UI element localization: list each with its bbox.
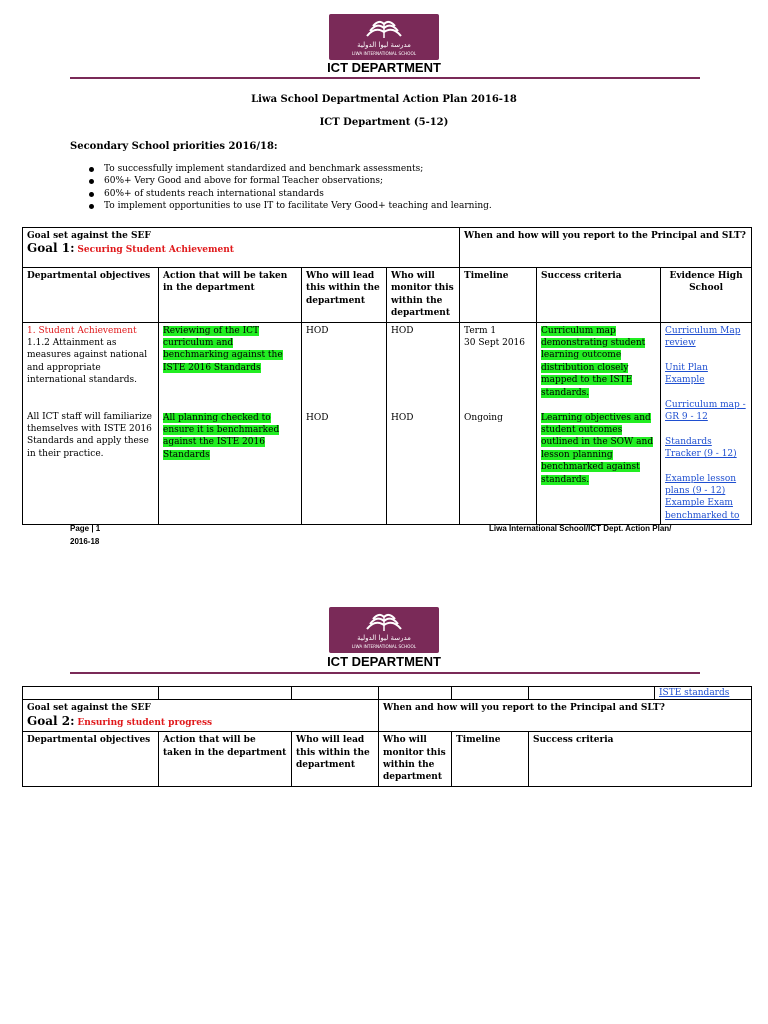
lead-a: HOD [306, 325, 329, 336]
carry-cell [379, 687, 452, 700]
evidence-link[interactable]: Unit Plan Example [665, 362, 708, 386]
header-action: Action that will be taken in the department [159, 732, 292, 787]
goal-name: Ensuring student progress [77, 717, 213, 728]
priorities-list [88, 163, 492, 213]
priority-item: To successfully implement standardized and benchmark assessments; [88, 163, 492, 175]
action-plan-table-goal-2 [22, 686, 752, 787]
header-action: Action that will be taken in the department [159, 268, 302, 323]
timeline-b: Ongoing [464, 413, 503, 424]
header-lead: Who will lead this within the department [302, 268, 387, 323]
header-monitor: Who will monitor this within the department [387, 268, 460, 323]
success-a: Curriculum map demonstrating student learning outcome distribution closely mapped to the ISTE standards. [541, 325, 646, 398]
carry-cell [23, 687, 159, 700]
footer-page: Page | 1 [70, 524, 101, 533]
book-logo-icon [329, 607, 439, 653]
goal-number: Goal 2: [27, 713, 75, 728]
svg-text:LIWA INTERNATIONAL SCHOOL: LIWA INTERNATIONAL SCHOOL [351, 644, 417, 649]
svg-text:LIWA INTERNATIONAL SCHOOL: LIWA INTERNATIONAL SCHOOL [351, 51, 417, 56]
footer-document: Liwa International School/ICT Dept. Action Plan/ [489, 524, 672, 533]
evidence-link[interactable]: Curriculum Map review [665, 325, 741, 349]
lead-cell [302, 322, 387, 525]
header-rule [70, 77, 700, 79]
header-monitor: Who will monitor this within the department [379, 732, 452, 787]
header-evidence: Evidence High School [661, 268, 752, 323]
timeline-cell [460, 322, 537, 525]
header-rule [70, 672, 700, 674]
svg-text:مدرسة ليوا الدولية: مدرسة ليوا الدولية [357, 41, 411, 49]
objective-b: All ICT staff will familiarize themselves with ISTE 2016 Standards and apply these in their practice. [27, 411, 152, 459]
priority-item: To implement opportunities to use IT to facilitate Very Good+ teaching and learning. [88, 200, 492, 212]
objective-a: 1.1.2 Attainment as measures against national and appropriate international standards. [27, 338, 148, 386]
action-cell [159, 322, 302, 525]
header-timeline: Timeline [452, 732, 529, 787]
monitor-a: HOD [391, 325, 414, 336]
goal-name: Securing Student Achievement [77, 245, 234, 256]
header-timeline: Timeline [460, 268, 537, 323]
evidence-link[interactable]: Example Exam benchmarked to [665, 498, 740, 521]
evidence-cell [661, 322, 752, 525]
evidence-link[interactable]: Curriculum map - GR 9 - 12 [665, 399, 746, 423]
school-logo [329, 14, 439, 60]
report-cell: When and how will you report to the Principal and SLT? [460, 228, 752, 268]
goal-number: Goal 1: [27, 241, 75, 256]
priority-item: 60%+ Very Good and above for formal Teacher observations; [88, 175, 492, 187]
action-b: All planning checked to ensure it is benchmarked against the ISTE 2016 Standards [163, 412, 280, 460]
evidence-link[interactable]: ISTE standards [659, 688, 730, 698]
header-objectives: Departmental objectives [23, 268, 159, 323]
carry-cell [292, 687, 379, 700]
evidence-link[interactable]: Example lesson plans (9 - 12) [665, 473, 737, 497]
department-title: ICT DEPARTMENT [327, 654, 441, 669]
carry-cell [452, 687, 529, 700]
priority-item: 60%+ of students reach international standards [88, 188, 492, 200]
header-lead: Who will lead this within the department [292, 732, 379, 787]
action-plan-table-goal-1 [22, 227, 752, 525]
header-success: Success criteria [537, 268, 661, 323]
goal-label: Goal set against the SEF [27, 703, 151, 714]
footer-years: 2016-18 [70, 537, 100, 546]
monitor-b: HOD [391, 412, 414, 423]
objective-cell [23, 322, 159, 525]
carry-cell [159, 687, 292, 700]
carry-cell [529, 687, 655, 700]
goal-cell [23, 700, 379, 732]
svg-text:مدرسة ليوا الدولية: مدرسة ليوا الدولية [357, 634, 411, 642]
success-cell [537, 322, 661, 525]
document-subtitle: ICT Department (5-12) [319, 117, 449, 128]
monitor-cell [387, 322, 460, 525]
action-a: Reviewing of the ICT curriculum and benchmarking against the ISTE 2016 Standards [163, 325, 283, 373]
lead-b: HOD [306, 412, 329, 423]
report-cell: When and how will you report to the Principal and SLT? [379, 700, 752, 732]
school-logo [329, 607, 439, 653]
evidence-link[interactable]: Standards Tracker (9 - 12) [665, 436, 737, 460]
department-title: ICT DEPARTMENT [327, 60, 441, 75]
book-logo-icon [329, 14, 439, 60]
timeline-a1: Term 1 [464, 325, 497, 336]
goal-label: Goal set against the SEF [27, 231, 151, 241]
timeline-a2: 30 Sept 2016 [464, 338, 525, 349]
success-b: Learning objectives and student outcomes outlined in the SOW and lesson planning benchmarked against standards. [541, 412, 654, 485]
document-title: Liwa School Departmental Action Plan 2016-18 [251, 94, 517, 105]
objective-title: 1. Student Achievement [27, 325, 137, 336]
priorities-heading: Secondary School priorities 2016/18: [70, 141, 278, 152]
goal-cell [23, 228, 460, 268]
header-success: Success criteria [529, 732, 752, 787]
header-objectives: Departmental objectives [23, 732, 159, 787]
carry-evidence-cell [655, 687, 752, 700]
